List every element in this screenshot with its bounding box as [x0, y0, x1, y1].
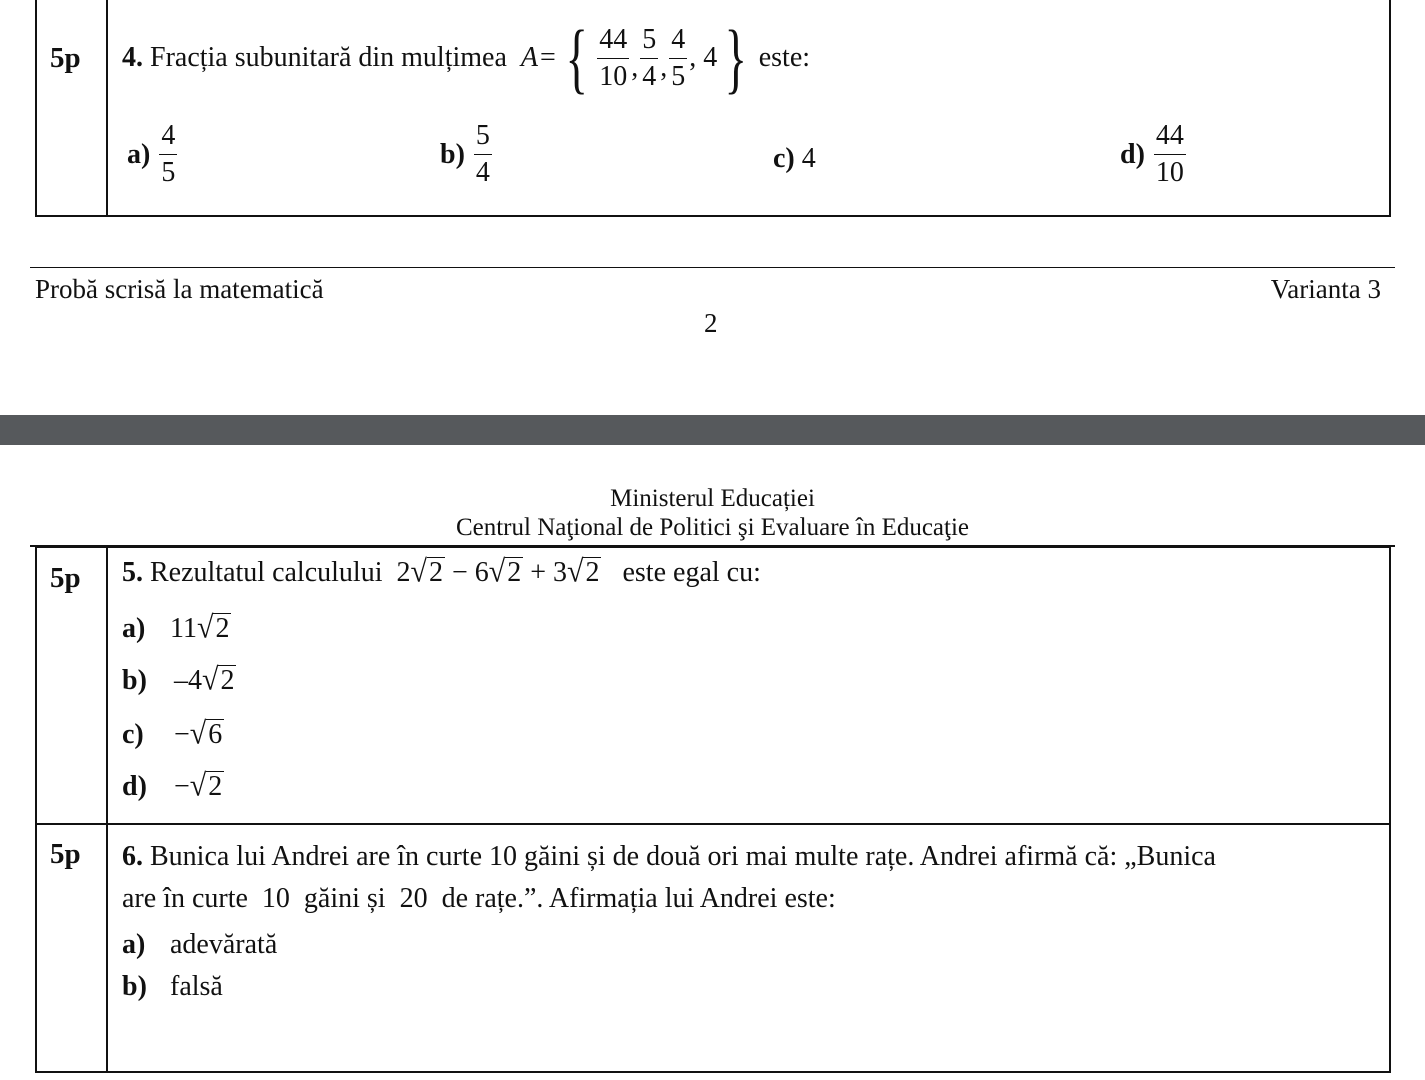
set-fraction-3: $\frac{4}{5}$ [671, 23, 686, 92]
q4-points: 5p [50, 42, 81, 74]
q5-suffix: este egal cu: [622, 557, 761, 588]
q5-option-d[interactable]: d) − √ 2 [122, 768, 223, 803]
sqrt-icon: √ 2 [488, 554, 522, 589]
sqrt-icon: √ 2 [196, 610, 230, 645]
sqrt-icon: √ 6 [189, 716, 223, 751]
footer-exam-title: Probă scrisă la matematică [35, 274, 324, 304]
row-divider [35, 823, 1391, 825]
questions-table [35, 546, 1391, 1073]
q5-text: Rezultatul calculului [150, 557, 383, 588]
left-brace-icon: { [565, 14, 588, 101]
points-column-divider [106, 546, 108, 1073]
q4-option-b[interactable] [440, 122, 494, 187]
points-column-divider [106, 0, 108, 217]
q6-line-2: are în curte 10 găini și 20 de rațe.”. Afirmația lui Andrei este: [122, 883, 836, 914]
q5-option-c[interactable]: c) − √ 6 [122, 716, 223, 751]
option-c-value: 4 [801, 143, 816, 174]
comma: , [689, 42, 697, 73]
option-label: a) [127, 138, 151, 170]
footer-rule [30, 267, 1395, 268]
q4-statement [122, 14, 811, 101]
right-brace-icon: } [724, 14, 748, 101]
option-a-fraction: $\frac{4}{5}$ [161, 120, 176, 188]
set-equals: = [540, 42, 556, 73]
q6-number: 6. [122, 841, 143, 872]
set-fraction-2: $\frac{5}{4}$ [642, 23, 657, 92]
option-d-fraction: $\frac{44}{10}$ [1155, 120, 1184, 188]
q6-points: 5p [50, 838, 81, 870]
q6-option-b[interactable]: b) falsă [122, 971, 223, 1002]
sqrt-icon: √ 2 [202, 662, 235, 697]
q4-option-c[interactable] [773, 143, 816, 175]
q5-option-b[interactable]: b) –4 √ 2 [122, 662, 235, 697]
page-number: 2 [704, 308, 718, 338]
q6-statement [122, 836, 1384, 920]
page-separator [0, 415, 1425, 445]
sqrt-icon: √ 2 [189, 768, 223, 803]
option-b-fraction: $\frac{5}{4}$ [475, 120, 490, 188]
q5-number: 5. [122, 557, 143, 588]
set-fraction-1: $\frac{44}{10}$ [599, 23, 628, 92]
sqrt-icon: √ 2 [567, 554, 600, 589]
q4-option-d[interactable] [1120, 122, 1188, 187]
ministry-header [0, 484, 1425, 542]
q6-line-1: Bunica lui Andrei are în curte 10 găini și de două ori mai multe rațe. Andrei afirmă că: „Bunica [150, 841, 1216, 872]
set-variable: A [520, 42, 539, 73]
q4-suffix: este: [758, 42, 811, 73]
option-label: d) [1120, 138, 1145, 170]
footer-variant: Varianta 3 [1270, 274, 1381, 304]
q5-expression: 2 √ 2 − 6 √ 2 + 3 √ 2 [396, 554, 600, 589]
comma: , [660, 52, 668, 83]
q4-option-a[interactable] [127, 122, 179, 187]
q4-text: Fracția subunitară din mulțimea [150, 42, 507, 73]
sqrt-icon: √ 2 [410, 554, 443, 589]
ministry-center: Centrul Naţional de Politici şi Evaluare în Educaţie [455, 514, 970, 541]
set-last-element: 4 [703, 42, 718, 73]
option-label: b) [440, 138, 465, 170]
ministry-name: Ministerul Educației [610, 485, 815, 512]
q5-statement [122, 554, 761, 589]
q5-option-a[interactable]: a) 11 √ 2 [122, 610, 230, 645]
comma: , [631, 52, 639, 83]
q5-points: 5p [50, 562, 81, 594]
option-label: c) [773, 143, 795, 174]
q4-number: 4. [122, 42, 143, 73]
q6-option-a[interactable]: a) adevărată [122, 929, 278, 960]
